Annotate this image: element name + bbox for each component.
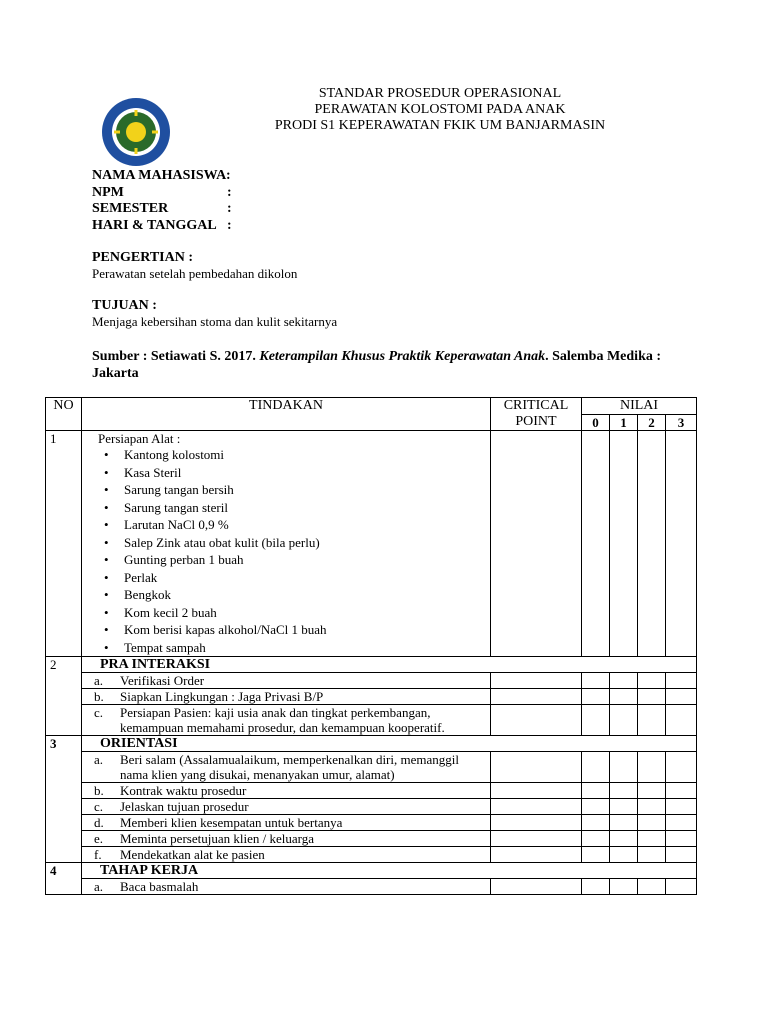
critical-cell[interactable] — [491, 799, 582, 815]
score-cell[interactable] — [666, 705, 697, 736]
item-text: Beri salam (Assalamualaikum, memperkenalkan diri, memanggil nama klien yang disukai, menanyakan umur, alamat) — [120, 752, 459, 782]
score-cell[interactable] — [582, 879, 610, 895]
score-cell[interactable] — [610, 847, 638, 863]
critical-cell[interactable] — [491, 879, 582, 895]
critical-cell[interactable] — [491, 815, 582, 831]
critical-cell[interactable] — [491, 689, 582, 705]
item-text: Persiapan Pasien: kaji usia anak dan tingkat perkembangan, kemampuan memahami prosedur, dan kemampuan kooperatif. — [120, 705, 445, 735]
item-text: Siapkan Lingkungan : Jaga Privasi B/P — [120, 689, 324, 704]
score-cell[interactable] — [610, 799, 638, 815]
score-cell[interactable] — [582, 783, 610, 799]
score-cell[interactable] — [582, 815, 610, 831]
procedure-table — [45, 397, 697, 895]
identity-sep: : — [227, 184, 232, 200]
list-item: • Bengkok — [124, 586, 486, 604]
score-cell[interactable] — [638, 431, 666, 657]
score-cell[interactable] — [666, 689, 697, 705]
item-text: Meminta persetujuan klien / keluarga — [120, 831, 314, 846]
score-cell[interactable] — [610, 431, 638, 657]
pengertian-text: Perawatan setelah pembedahan dikolon — [92, 266, 298, 281]
score-1: 1 — [610, 414, 638, 431]
score-cell[interactable] — [666, 783, 697, 799]
score-cell[interactable] — [666, 799, 697, 815]
score-cell[interactable] — [610, 879, 638, 895]
item-key: a. — [94, 673, 104, 688]
list-item: • Kasa Steril — [124, 464, 486, 482]
critical-cell[interactable] — [491, 831, 582, 847]
list-item: • Sarung tangan bersih — [124, 481, 486, 499]
list-item: • Sarung tangan steril — [124, 499, 486, 517]
item-text: Baca basmalah — [120, 879, 199, 894]
title-line-2: PERAWATAN KOLOSTOMI PADA ANAK — [314, 102, 566, 117]
table-row — [46, 879, 697, 895]
pengertian-heading: PENGERTIAN : — [92, 250, 194, 265]
table-row — [46, 752, 697, 783]
score-cell[interactable] — [610, 783, 638, 799]
persiapan-alat-title: Persiapan Alat : — [98, 431, 181, 446]
list-item: • Kom berisi kapas alkohol/NaCl 1 buah — [124, 621, 486, 639]
identity-label: NAMA MAHASISWA — [92, 168, 227, 183]
critical-cell[interactable] — [491, 673, 582, 689]
list-item: • Tempat sampah — [124, 639, 486, 657]
identity-block — [92, 168, 232, 234]
critical-cell[interactable] — [491, 752, 582, 783]
score-cell[interactable] — [666, 431, 697, 657]
item-key: c. — [94, 799, 104, 814]
score-cell[interactable] — [582, 705, 610, 736]
score-3: 3 — [666, 414, 697, 431]
pengertian-section — [92, 250, 297, 282]
identity-row-nama — [92, 168, 232, 185]
score-cell[interactable] — [638, 673, 666, 689]
item-key: c. — [94, 705, 104, 720]
tujuan-section — [92, 298, 337, 330]
section-title-tahap-kerja: TAHAP KERJA — [82, 863, 697, 879]
sumber-title: Keterampilan Khusus Praktik Keperawatan Anak — [259, 349, 546, 364]
identity-label: SEMESTER — [92, 201, 169, 216]
table-row — [46, 689, 697, 705]
header-tindakan: TINDAKAN — [82, 398, 491, 431]
score-cell[interactable] — [638, 783, 666, 799]
equipment-list — [98, 446, 486, 656]
document-title — [200, 86, 680, 134]
identity-sep: : — [227, 201, 232, 216]
score-cell[interactable] — [638, 799, 666, 815]
critical-cell[interactable] — [491, 431, 582, 657]
item-key: a. — [94, 879, 104, 894]
score-cell[interactable] — [638, 831, 666, 847]
identity-sep: : — [227, 217, 232, 233]
list-item: • Salep Zink atau obat kulit (bila perlu) — [124, 534, 486, 552]
score-cell[interactable] — [638, 815, 666, 831]
score-cell[interactable] — [638, 705, 666, 736]
score-cell[interactable] — [638, 879, 666, 895]
table-row — [46, 847, 697, 863]
header-no: NO — [46, 398, 82, 431]
row-no: 1 — [46, 431, 82, 657]
score-cell[interactable] — [666, 752, 697, 783]
score-cell[interactable] — [610, 752, 638, 783]
table-row-section — [46, 736, 697, 752]
score-cell[interactable] — [610, 673, 638, 689]
critical-cell[interactable] — [491, 847, 582, 863]
item-key: b. — [94, 689, 104, 704]
section-title-pra-interaksi: PRA INTERAKSI — [82, 657, 697, 673]
identity-label: NPM — [92, 184, 124, 200]
critical-cell[interactable] — [491, 783, 582, 799]
score-cell[interactable] — [582, 431, 610, 657]
header-nilai: NILAI — [582, 398, 697, 415]
identity-row-semester — [92, 201, 232, 218]
item-text: Jelaskan tujuan prosedur — [120, 799, 249, 814]
score-cell[interactable] — [582, 799, 610, 815]
tujuan-heading: TUJUAN : — [92, 298, 157, 313]
list-item: • Kantong kolostomi — [124, 446, 486, 464]
score-cell[interactable] — [610, 689, 638, 705]
item-text: Mendekatkan alat ke pasien — [120, 847, 265, 862]
table-row — [46, 815, 697, 831]
item-text: Memberi klien kesempatan untuk bertanya — [120, 815, 343, 830]
score-cell[interactable] — [666, 831, 697, 847]
score-cell[interactable] — [582, 831, 610, 847]
table-row-section — [46, 863, 697, 879]
score-cell[interactable] — [638, 689, 666, 705]
score-cell[interactable] — [610, 831, 638, 847]
item-key: b. — [94, 783, 104, 798]
sumber-suffix: . Salemba Medika : Jakarta — [92, 349, 662, 381]
list-item: • Perlak — [124, 569, 486, 587]
score-2: 2 — [638, 414, 666, 431]
title-line-1: STANDAR PROSEDUR OPERASIONAL — [318, 86, 562, 101]
title-line-3: PRODI S1 KEPERAWATAN FKIK UM BANJARMASIN — [274, 118, 606, 133]
sumber-prefix: Sumber : Setiawati S. 2017. — [92, 349, 260, 364]
identity-row-npm — [92, 185, 232, 202]
table-row — [46, 705, 697, 736]
row-no: 3 — [46, 736, 82, 863]
identity-label: HARI & TANGGAL — [92, 217, 217, 233]
item-text: Verifikasi Order — [120, 673, 205, 688]
table-row — [46, 673, 697, 689]
score-cell[interactable] — [582, 847, 610, 863]
score-0: 0 — [582, 414, 610, 431]
list-item: • Gunting perban 1 buah — [124, 551, 486, 569]
identity-sep: : — [226, 168, 231, 183]
sumber-reference — [92, 348, 692, 382]
header-critical-point: CRITICAL POINT — [491, 398, 582, 431]
item-key: f. — [94, 847, 102, 862]
list-item: • Kom kecil 2 buah — [124, 604, 486, 622]
table-row-persiapan-alat — [46, 431, 697, 657]
score-cell[interactable] — [610, 705, 638, 736]
table-row — [46, 799, 697, 815]
score-cell[interactable] — [582, 752, 610, 783]
item-text: Kontrak waktu prosedur — [120, 783, 247, 798]
item-key: e. — [94, 831, 104, 846]
item-key: a. — [94, 752, 104, 767]
critical-cell[interactable] — [491, 705, 582, 736]
identity-row-hari — [92, 218, 232, 235]
score-cell[interactable] — [610, 815, 638, 831]
score-cell[interactable] — [582, 673, 610, 689]
university-logo — [96, 96, 176, 168]
table-row — [46, 783, 697, 799]
tujuan-text: Menjaga kebersihan stoma dan kulit sekitarnya — [92, 314, 338, 329]
score-cell[interactable] — [666, 879, 697, 895]
row-no: 4 — [46, 863, 82, 895]
item-key: d. — [94, 815, 104, 830]
list-item: • Larutan NaCl 0,9 % — [124, 516, 486, 534]
score-cell[interactable] — [638, 752, 666, 783]
row-no: 2 — [46, 657, 82, 736]
score-cell[interactable] — [638, 847, 666, 863]
table-row — [46, 831, 697, 847]
table-row-section — [46, 657, 697, 673]
section-title-orientasi: ORIENTASI — [82, 736, 697, 752]
score-cell[interactable] — [666, 815, 697, 831]
score-cell[interactable] — [666, 847, 697, 863]
score-cell[interactable] — [582, 689, 610, 705]
score-cell[interactable] — [666, 673, 697, 689]
